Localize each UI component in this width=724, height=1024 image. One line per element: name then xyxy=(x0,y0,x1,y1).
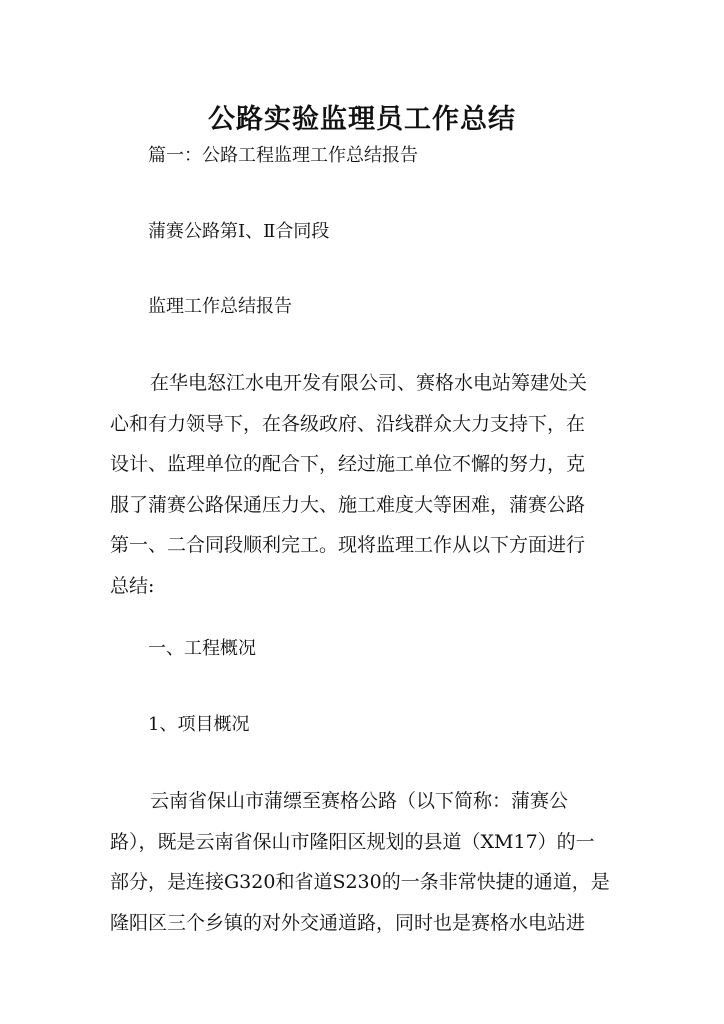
paragraph-line: 部分，是连接G320和省道S230的一条非常快捷的通道，是 xyxy=(110,871,610,893)
paragraph-line: 第一、二合同段顺利完工。现将监理工作从以下方面进行 xyxy=(110,534,586,556)
paragraph-project xyxy=(110,781,616,943)
paragraph-intro xyxy=(110,363,616,606)
section-line-report: 监理工作总结报告 xyxy=(148,296,292,317)
paragraph-line: 总结: xyxy=(110,574,155,597)
paragraph-line: 设计、监理单位的配合下，经过施工单位不懈的努力，克 xyxy=(110,453,586,475)
heading-project-summary: 1、项目概况 xyxy=(148,714,250,735)
document-subtitle: 篇一：公路工程监理工作总结报告 xyxy=(148,145,418,166)
paragraph-line: 在华电怒江水电开发有限公司、赛格水电站筹建处关 xyxy=(150,372,588,394)
heading-project-overview: 一、工程概况 xyxy=(148,638,256,659)
section-line-contract: 蒲赛公路第Ⅰ、Ⅱ合同段 xyxy=(148,221,330,242)
paragraph-line: 路），既是云南省保山市隆阳区规划的县道（XM17）的一 xyxy=(110,830,595,853)
paragraph-line: 隆阳区三个乡镇的对外交通道路，同时也是赛格水电站进 xyxy=(110,911,586,934)
paragraph-line: 服了蒲赛公路保通压力大、施工难度大等困难，蒲赛公路 xyxy=(110,493,586,516)
paragraph-line: 云南省保山市蒲缥至赛格公路（以下简称：蒲赛公 xyxy=(150,790,569,812)
document-title: 公路实验监理员工作总结 xyxy=(208,104,516,135)
paragraph-line: 心和有力领导下，在各级政府、沿线群众大力支持下，在 xyxy=(110,412,586,435)
